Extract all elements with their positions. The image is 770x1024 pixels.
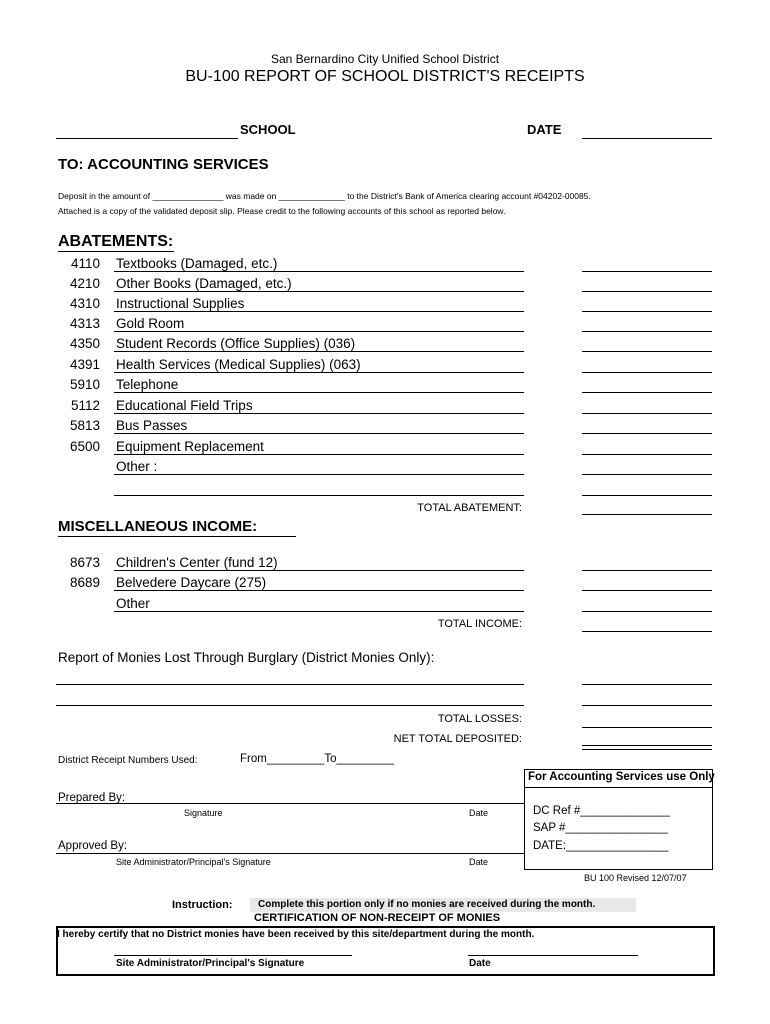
to-line: TO: ACCOUNTING SERVICES xyxy=(58,156,269,173)
abatement-amount-field[interactable] xyxy=(582,311,712,312)
net-total-field-double xyxy=(582,749,712,750)
total-losses-field[interactable] xyxy=(582,727,712,728)
abatement-desc-line xyxy=(114,413,524,414)
abatement-label: Other Books (Damaged, etc.) xyxy=(116,276,292,291)
abatement-amount-field[interactable] xyxy=(582,372,712,373)
receipt-from-to[interactable]: From_________To_________ xyxy=(240,753,395,765)
misc-income-heading: MISCELLANEOUS INCOME: xyxy=(58,518,258,535)
income-label: Children's Center (fund 12) xyxy=(116,555,278,570)
abatement-desc-line xyxy=(114,291,524,292)
abatement-amount-field[interactable] xyxy=(582,331,712,332)
total-abatement-field[interactable] xyxy=(582,514,712,515)
abatement-code: 4110 xyxy=(70,256,100,271)
abatement-amount-field[interactable] xyxy=(582,495,712,496)
abatement-other-line[interactable] xyxy=(114,474,524,475)
school-label: SCHOOL xyxy=(240,122,296,137)
accounting-box-title-divider xyxy=(524,787,712,788)
abatement-label: Textbooks (Damaged, etc.) xyxy=(116,256,278,271)
approved-date-caption: Date xyxy=(469,857,489,867)
date-field-line[interactable] xyxy=(582,138,712,139)
deposit-line-1: Deposit in the amount of _______________ was made on ______________ to the District's Bank of America clearing account #04202-00085. xyxy=(58,191,591,201)
certification-heading: CERTIFICATION OF NON-RECEIPT OF MONIES xyxy=(254,912,501,924)
abatement-label: Telephone xyxy=(116,377,179,392)
abatement-amount-field[interactable] xyxy=(582,413,712,414)
abatement-amount-field[interactable] xyxy=(582,392,712,393)
abatement-other-label: Other : xyxy=(116,459,158,474)
abatement-code: 4310 xyxy=(69,296,100,311)
abatement-code: 6500 xyxy=(69,439,100,454)
accounting-services-box xyxy=(524,769,713,870)
certification-signature-line[interactable] xyxy=(114,955,352,956)
income-other-line[interactable] xyxy=(114,611,524,612)
total-income-field[interactable] xyxy=(582,631,712,632)
sap-field[interactable]: SAP #________________ xyxy=(533,822,668,834)
abatement-amount-field[interactable] xyxy=(582,454,712,455)
abatement-code: 5112 xyxy=(70,398,100,413)
income-amount-field[interactable] xyxy=(582,590,712,591)
abatement-desc-line xyxy=(114,392,524,393)
date-label: DATE xyxy=(527,122,562,137)
total-income-label: TOTAL INCOME: xyxy=(437,618,522,630)
instruction-label: Instruction: xyxy=(172,899,233,911)
deposit-line-2: Attached is a copy of the validated deposit slip. Please credit to the following accounts of this school as reported below. xyxy=(58,206,506,216)
abatement-label: Equipment Replacement xyxy=(116,439,264,454)
abatement-amount-field[interactable] xyxy=(582,291,712,292)
page-title: BU-100 REPORT OF SCHOOL DISTRICT'S RECEIPTS xyxy=(185,68,585,85)
income-amount-field[interactable] xyxy=(582,570,712,571)
abatement-label: Bus Passes xyxy=(116,418,188,433)
approved-signature-caption: Site Administrator/Principal's Signature xyxy=(116,857,271,867)
abatement-amount-field[interactable] xyxy=(582,271,712,272)
receipt-numbers-label: District Receipt Numbers Used: xyxy=(58,755,198,766)
burglary-line[interactable] xyxy=(56,705,524,706)
burglary-amount-field[interactable] xyxy=(582,684,712,685)
prepared-signature-caption: Signature xyxy=(184,808,223,818)
abatement-desc-line xyxy=(114,454,524,455)
burglary-line[interactable] xyxy=(56,684,524,685)
abatement-label: Instructional Supplies xyxy=(116,296,245,311)
abatement-desc-line xyxy=(114,311,524,312)
revised-note: BU 100 Revised 12/07/07 xyxy=(584,873,687,883)
abatement-desc-line xyxy=(114,351,524,352)
abatement-label: Gold Room xyxy=(116,316,185,331)
abatement-desc-line xyxy=(114,271,524,272)
abatement-amount-field[interactable] xyxy=(582,474,712,475)
income-label: Belvedere Daycare (275) xyxy=(116,575,267,590)
income-code: 8673 xyxy=(69,555,100,570)
abatement-desc-line xyxy=(114,433,524,434)
approved-by-line[interactable] xyxy=(56,853,524,854)
approved-by-label: Approved By: xyxy=(58,840,128,852)
prepared-by-label: Prepared By: xyxy=(58,792,126,804)
abatement-desc-line xyxy=(114,372,524,373)
certification-statement: I hereby certify that no District monies have been received by this site/department during the month. xyxy=(57,929,535,940)
burglary-label: Report of Monies Lost Through Burglary (District Monies Only): xyxy=(58,650,435,665)
income-desc-line xyxy=(114,590,524,591)
net-total-field[interactable] xyxy=(582,745,712,746)
abatement-amount-field[interactable] xyxy=(582,351,712,352)
abatement-code: 5910 xyxy=(69,377,100,392)
abatements-heading: ABATEMENTS: xyxy=(58,233,174,250)
accounting-box-title: For Accounting Services use Only xyxy=(528,771,715,783)
abatement-label: Student Records (Office Supplies) (036) xyxy=(116,336,356,351)
abatement-desc-line xyxy=(114,331,524,332)
burglary-amount-field[interactable] xyxy=(582,705,712,706)
instruction-text: Complete this portion only if no monies are received during the month. xyxy=(250,898,636,912)
accounting-date-field[interactable]: DATE:________________ xyxy=(533,840,669,852)
abatement-code: 4210 xyxy=(69,276,100,291)
abatement-code: 4391 xyxy=(69,357,100,372)
income-code: 8689 xyxy=(69,575,100,590)
total-losses-label: TOTAL LOSSES: xyxy=(437,713,522,725)
prepared-date-caption: Date xyxy=(469,808,489,818)
certification-signature-caption: Site Administrator/Principal's Signature xyxy=(116,958,305,969)
abatements-heading-underline xyxy=(58,251,174,252)
income-other-label: Other xyxy=(116,596,150,611)
income-desc-line xyxy=(114,570,524,571)
district-name: San Bernardino City Unified School District xyxy=(270,52,500,66)
dc-ref-field[interactable]: DC Ref #______________ xyxy=(533,805,670,817)
income-amount-field[interactable] xyxy=(582,611,712,612)
misc-income-heading-underline xyxy=(58,536,296,537)
school-field-line[interactable] xyxy=(56,138,238,139)
abatement-label: Educational Field Trips xyxy=(116,398,253,413)
abatement-amount-field[interactable] xyxy=(582,433,712,434)
abatement-other-line[interactable] xyxy=(114,495,524,496)
prepared-by-line[interactable] xyxy=(56,803,524,804)
abatement-code: 5813 xyxy=(69,418,100,433)
abatement-code: 4350 xyxy=(69,336,100,351)
abatement-code: 4313 xyxy=(69,316,100,331)
total-abatement-label: TOTAL ABATEMENT: xyxy=(417,502,522,514)
net-total-label: NET TOTAL DEPOSITED: xyxy=(393,733,522,745)
certification-date-caption: Date xyxy=(469,958,491,969)
abatement-label: Health Services (Medical Supplies) (063) xyxy=(116,357,361,372)
certification-date-line[interactable] xyxy=(468,955,638,956)
